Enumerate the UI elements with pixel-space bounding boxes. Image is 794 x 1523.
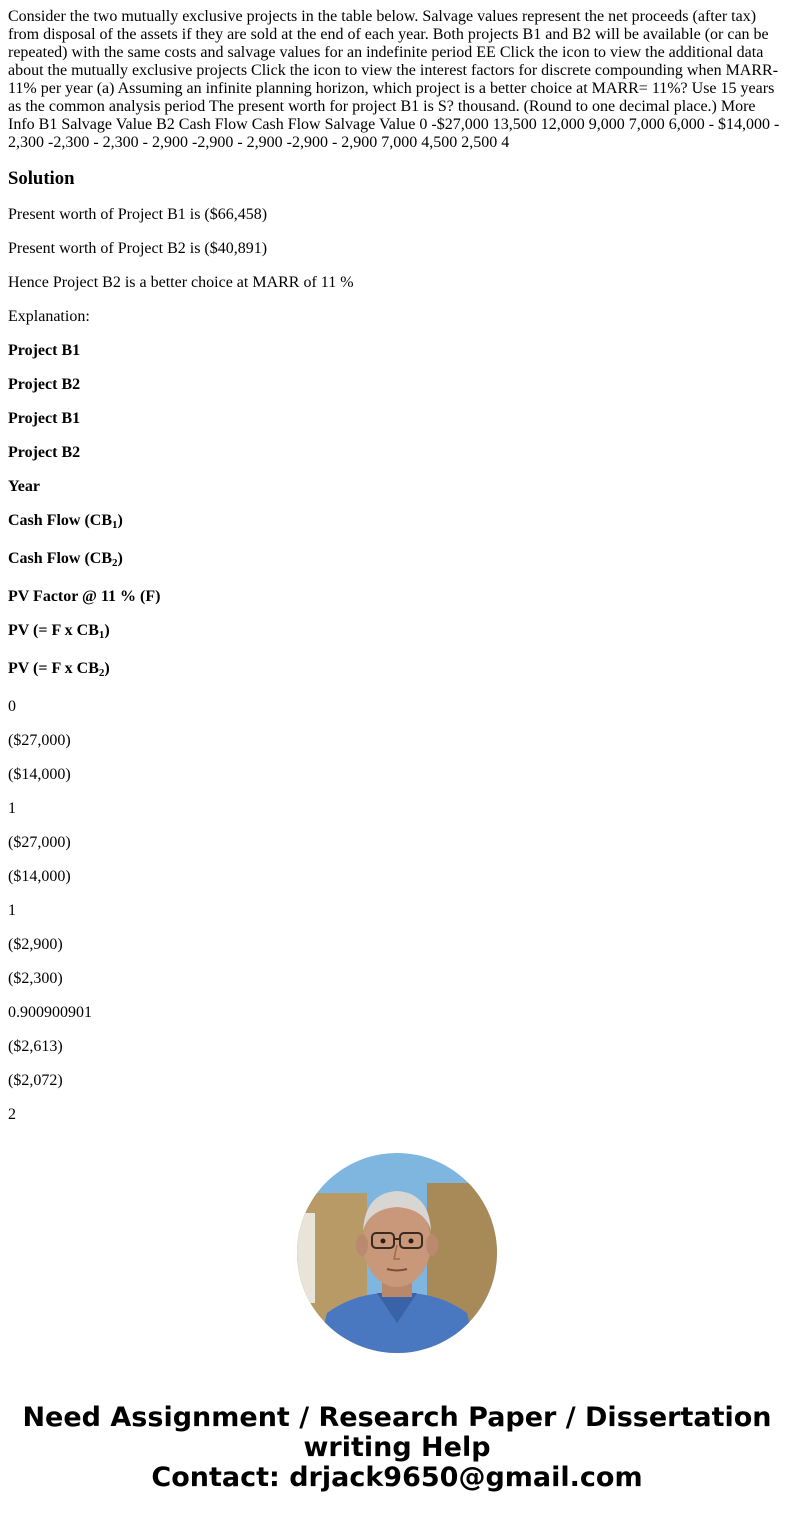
table-cell: 1	[8, 902, 16, 919]
table-header-pv-1: PV (= F x $CB_1$)	[8, 622, 110, 641]
table-cell: ($2,300)	[8, 970, 63, 987]
banner-contact-email: Contact: drjack9650@gmail.com	[151, 1462, 643, 1493]
project-label: Project B1	[8, 342, 81, 359]
photo-wall-strip	[297, 1213, 315, 1303]
document-content	[8, 8, 784, 1122]
photo-eye-left	[381, 1239, 386, 1244]
photo-ear-left	[356, 1234, 368, 1256]
table-header-pv-2: PV (= F x $CB_2$)	[8, 660, 110, 679]
table-header-pv-factor: PV Factor @ 11 % (F)	[8, 588, 161, 605]
table-header-cash-flow-1: Cash Flow $(CB_1)$	[8, 512, 123, 531]
table-header-year: Year	[8, 478, 40, 495]
photo-ear-right	[426, 1234, 438, 1256]
author-portrait	[297, 1153, 497, 1353]
banner-line-1: Need Assignment / Research Paper / Dissertation	[22, 1402, 772, 1433]
table-header-cash-flow-2: Cash Flow $(CB_2)$	[8, 550, 123, 569]
solution-heading: Solution	[8, 168, 75, 189]
table-cell: ($2,613)	[8, 1038, 63, 1055]
table-cell: 0.900900901	[8, 1004, 92, 1021]
author-avatar	[297, 1153, 497, 1353]
table-cell: ($14,000)	[8, 766, 71, 783]
answer-conclusion: Hence Project B2 is a better choice at MARR of 11 %	[8, 274, 354, 291]
answer-b2: Present worth of Project B2 is ($40,891)	[8, 240, 268, 257]
project-label: Project B1	[8, 410, 81, 427]
table-cell: 1	[8, 800, 16, 817]
project-label: Project B2	[8, 376, 81, 393]
table-cell: ($14,000)	[8, 868, 71, 885]
table-cell: 0	[8, 698, 16, 715]
explanation-label: Explanation:	[8, 308, 90, 325]
question-text: Consider the two mutually exclusive projects in the table below. Salvage values represent the net proceeds (after tax) from disposal of the assets if they are sold at the end of each year. Both projects B1 and B2 will be available (or can be repeated) with the same costs and salvage values for an indefinite period EE Click the icon to view the additional data about the mutually exclusive projects Click the icon to view the interest factors for discrete compounding when MARR-11% per year (a) Assuming an infinite planning horizon, which project is a better choice at MARR= 11%? Use 15 years as the common analysis period The present worth for project B1 is S? thousand. (Round to one decimal place.) More Info B1 Salvage Value B2 Cash Flow Cash Flow Salvage Value 0 -$27,000 13,500 12,000 9,000 7,000 6,000 - $14,000 - 2,300 -2,300 - 2,300 - 2,900 -2,900 - 2,900 -2,900 - 2,900 7,000 4,500 2,500 4	[8, 8, 780, 151]
contact-banner	[0, 1403, 794, 1493]
table-cell: ($27,000)	[8, 834, 71, 851]
table-cell: ($2,072)	[8, 1072, 63, 1089]
banner-line-2: writing Help	[303, 1432, 491, 1463]
table-cell: 2	[8, 1106, 16, 1122]
answer-b1: Present worth of Project B1 is ($66,458)	[8, 206, 268, 223]
photo-eye-right	[409, 1239, 414, 1244]
table-cell: ($2,900)	[8, 936, 63, 953]
project-label: Project B2	[8, 444, 81, 461]
table-cell: ($27,000)	[8, 732, 71, 749]
